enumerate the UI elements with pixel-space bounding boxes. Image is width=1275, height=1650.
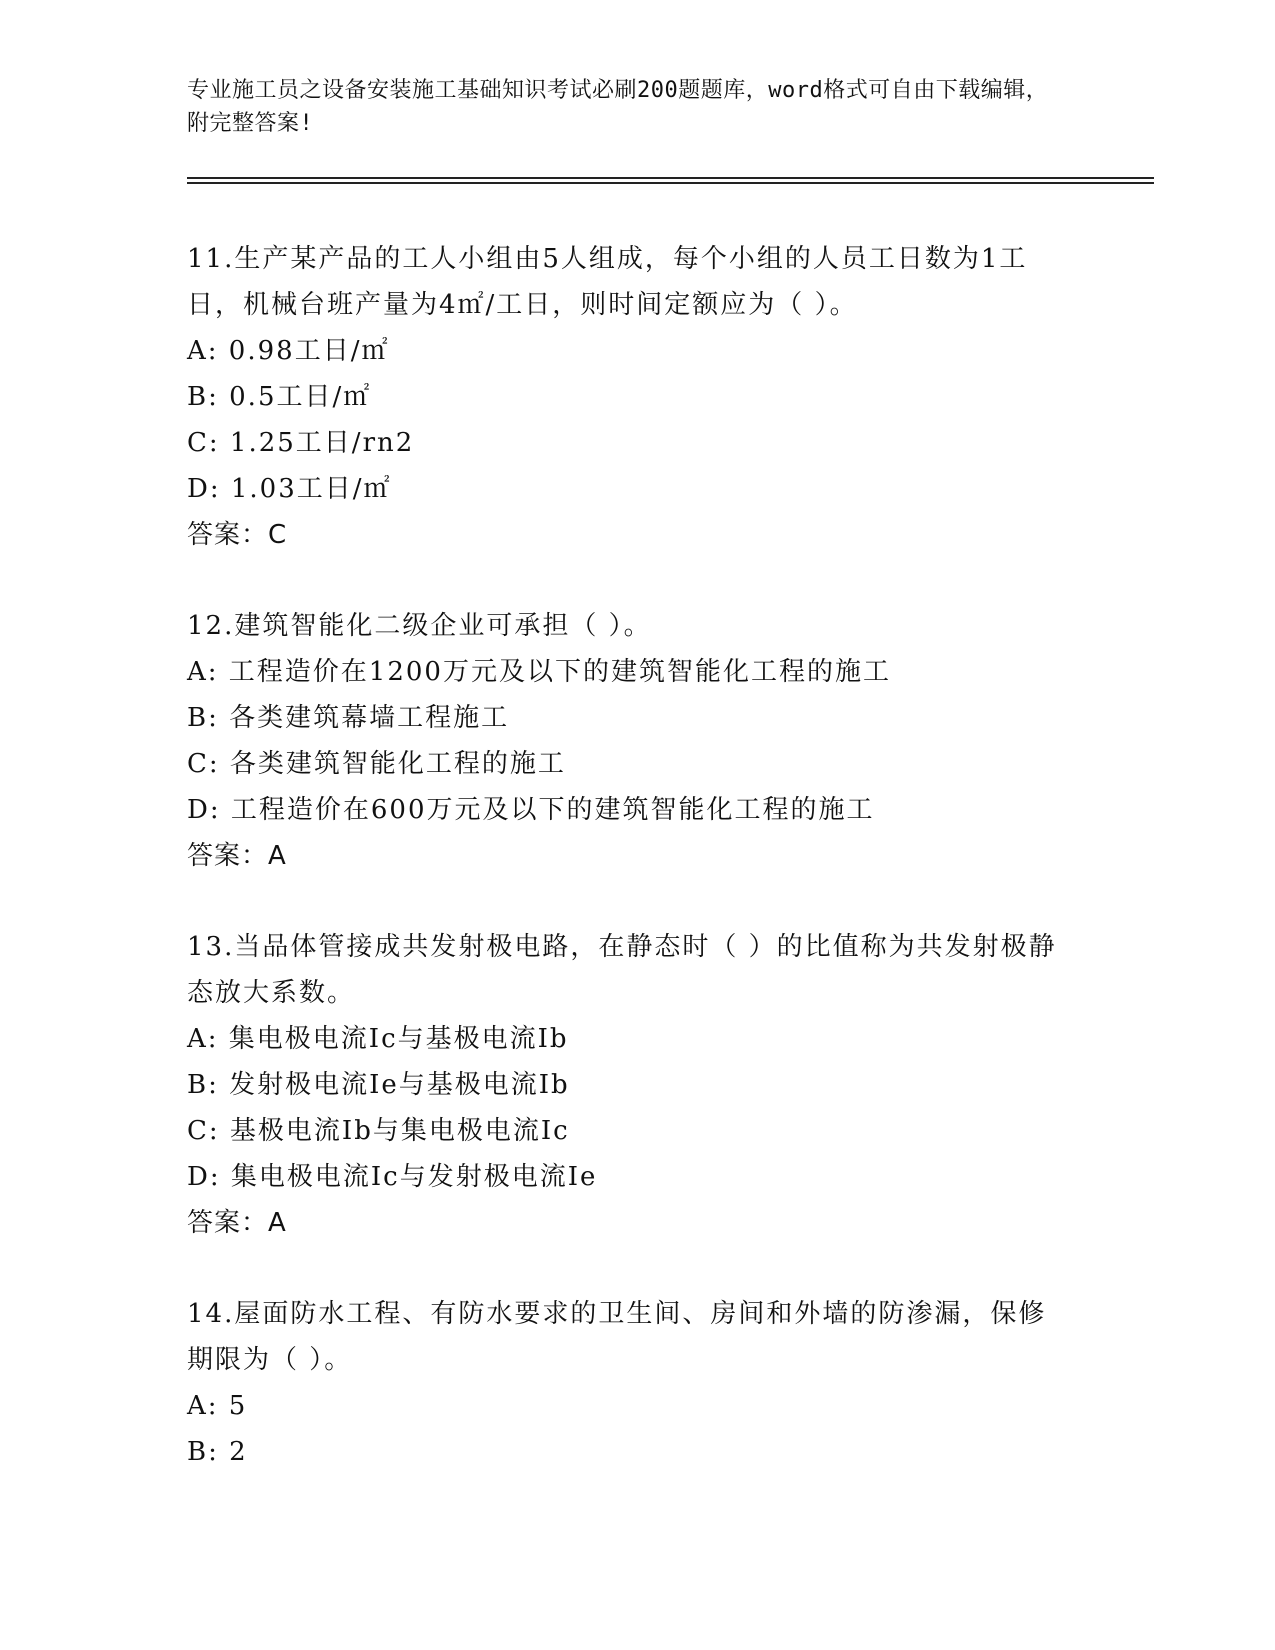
option-b: B: 0.5工日/㎡ bbox=[187, 382, 372, 412]
option-c: C: 各类建筑智能化工程的施工 bbox=[187, 749, 566, 779]
question-stem: 13.当品体管接成共发射极电路，在静态时（ ）的比值称为共发射极静态放大系数。 bbox=[187, 932, 1057, 1008]
question-12 bbox=[187, 603, 1067, 879]
option-a: A: 工程造价在1200万元及以下的建筑智能化工程的施工 bbox=[187, 657, 891, 687]
option-a: A: 集电极电流Ic与基极电流Ib bbox=[187, 1024, 569, 1054]
answer: 答案：A bbox=[187, 1208, 287, 1238]
option-d: D: 工程造价在600万元及以下的建筑智能化工程的施工 bbox=[187, 795, 875, 825]
answer: 答案：A bbox=[187, 841, 287, 871]
answer: 答案：C bbox=[187, 520, 288, 550]
question-list bbox=[187, 236, 1067, 1520]
question-stem: 12.建筑智能化二级企业可承担（ ）。 bbox=[187, 611, 652, 641]
option-b: B: 各类建筑幕墙工程施工 bbox=[187, 703, 510, 733]
header-rule-bottom bbox=[187, 182, 1154, 184]
option-a: A: 0.98工日/㎡ bbox=[187, 336, 390, 366]
option-b: B: 发射极电流Ie与基极电流Ib bbox=[187, 1070, 570, 1100]
option-c: C: 基极电流Ib与集电极电流Ic bbox=[187, 1116, 570, 1146]
option-d: D: 集电极电流Ic与发射极电流Ie bbox=[187, 1162, 598, 1192]
question-13 bbox=[187, 924, 1067, 1246]
question-11 bbox=[187, 236, 1067, 558]
document-header: 专业施工员之设备安装施工基础知识考试必刷200题题库，word格式可自由下载编辑，附完整答案! bbox=[187, 78, 1049, 136]
option-d: D: 1.03工日/㎡ bbox=[187, 474, 392, 504]
option-c: C: 1.25工日/rn2 bbox=[187, 428, 415, 458]
question-stem: 14.屋面防水工程、有防水要求的卫生间、房间和外墙的防渗漏，保修期限为（ ）。 bbox=[187, 1299, 1047, 1375]
option-a: A: 5 bbox=[187, 1391, 248, 1421]
option-b: B: 2 bbox=[187, 1437, 248, 1467]
question-stem: 11.生产某产品的工人小组由5人组成，每个小组的人员工日数为1工日，机械台班产量为4㎡/工日，则时间定额应为（ ）。 bbox=[187, 244, 1028, 320]
question-14 bbox=[187, 1291, 1067, 1475]
header-rule-top bbox=[187, 177, 1154, 179]
